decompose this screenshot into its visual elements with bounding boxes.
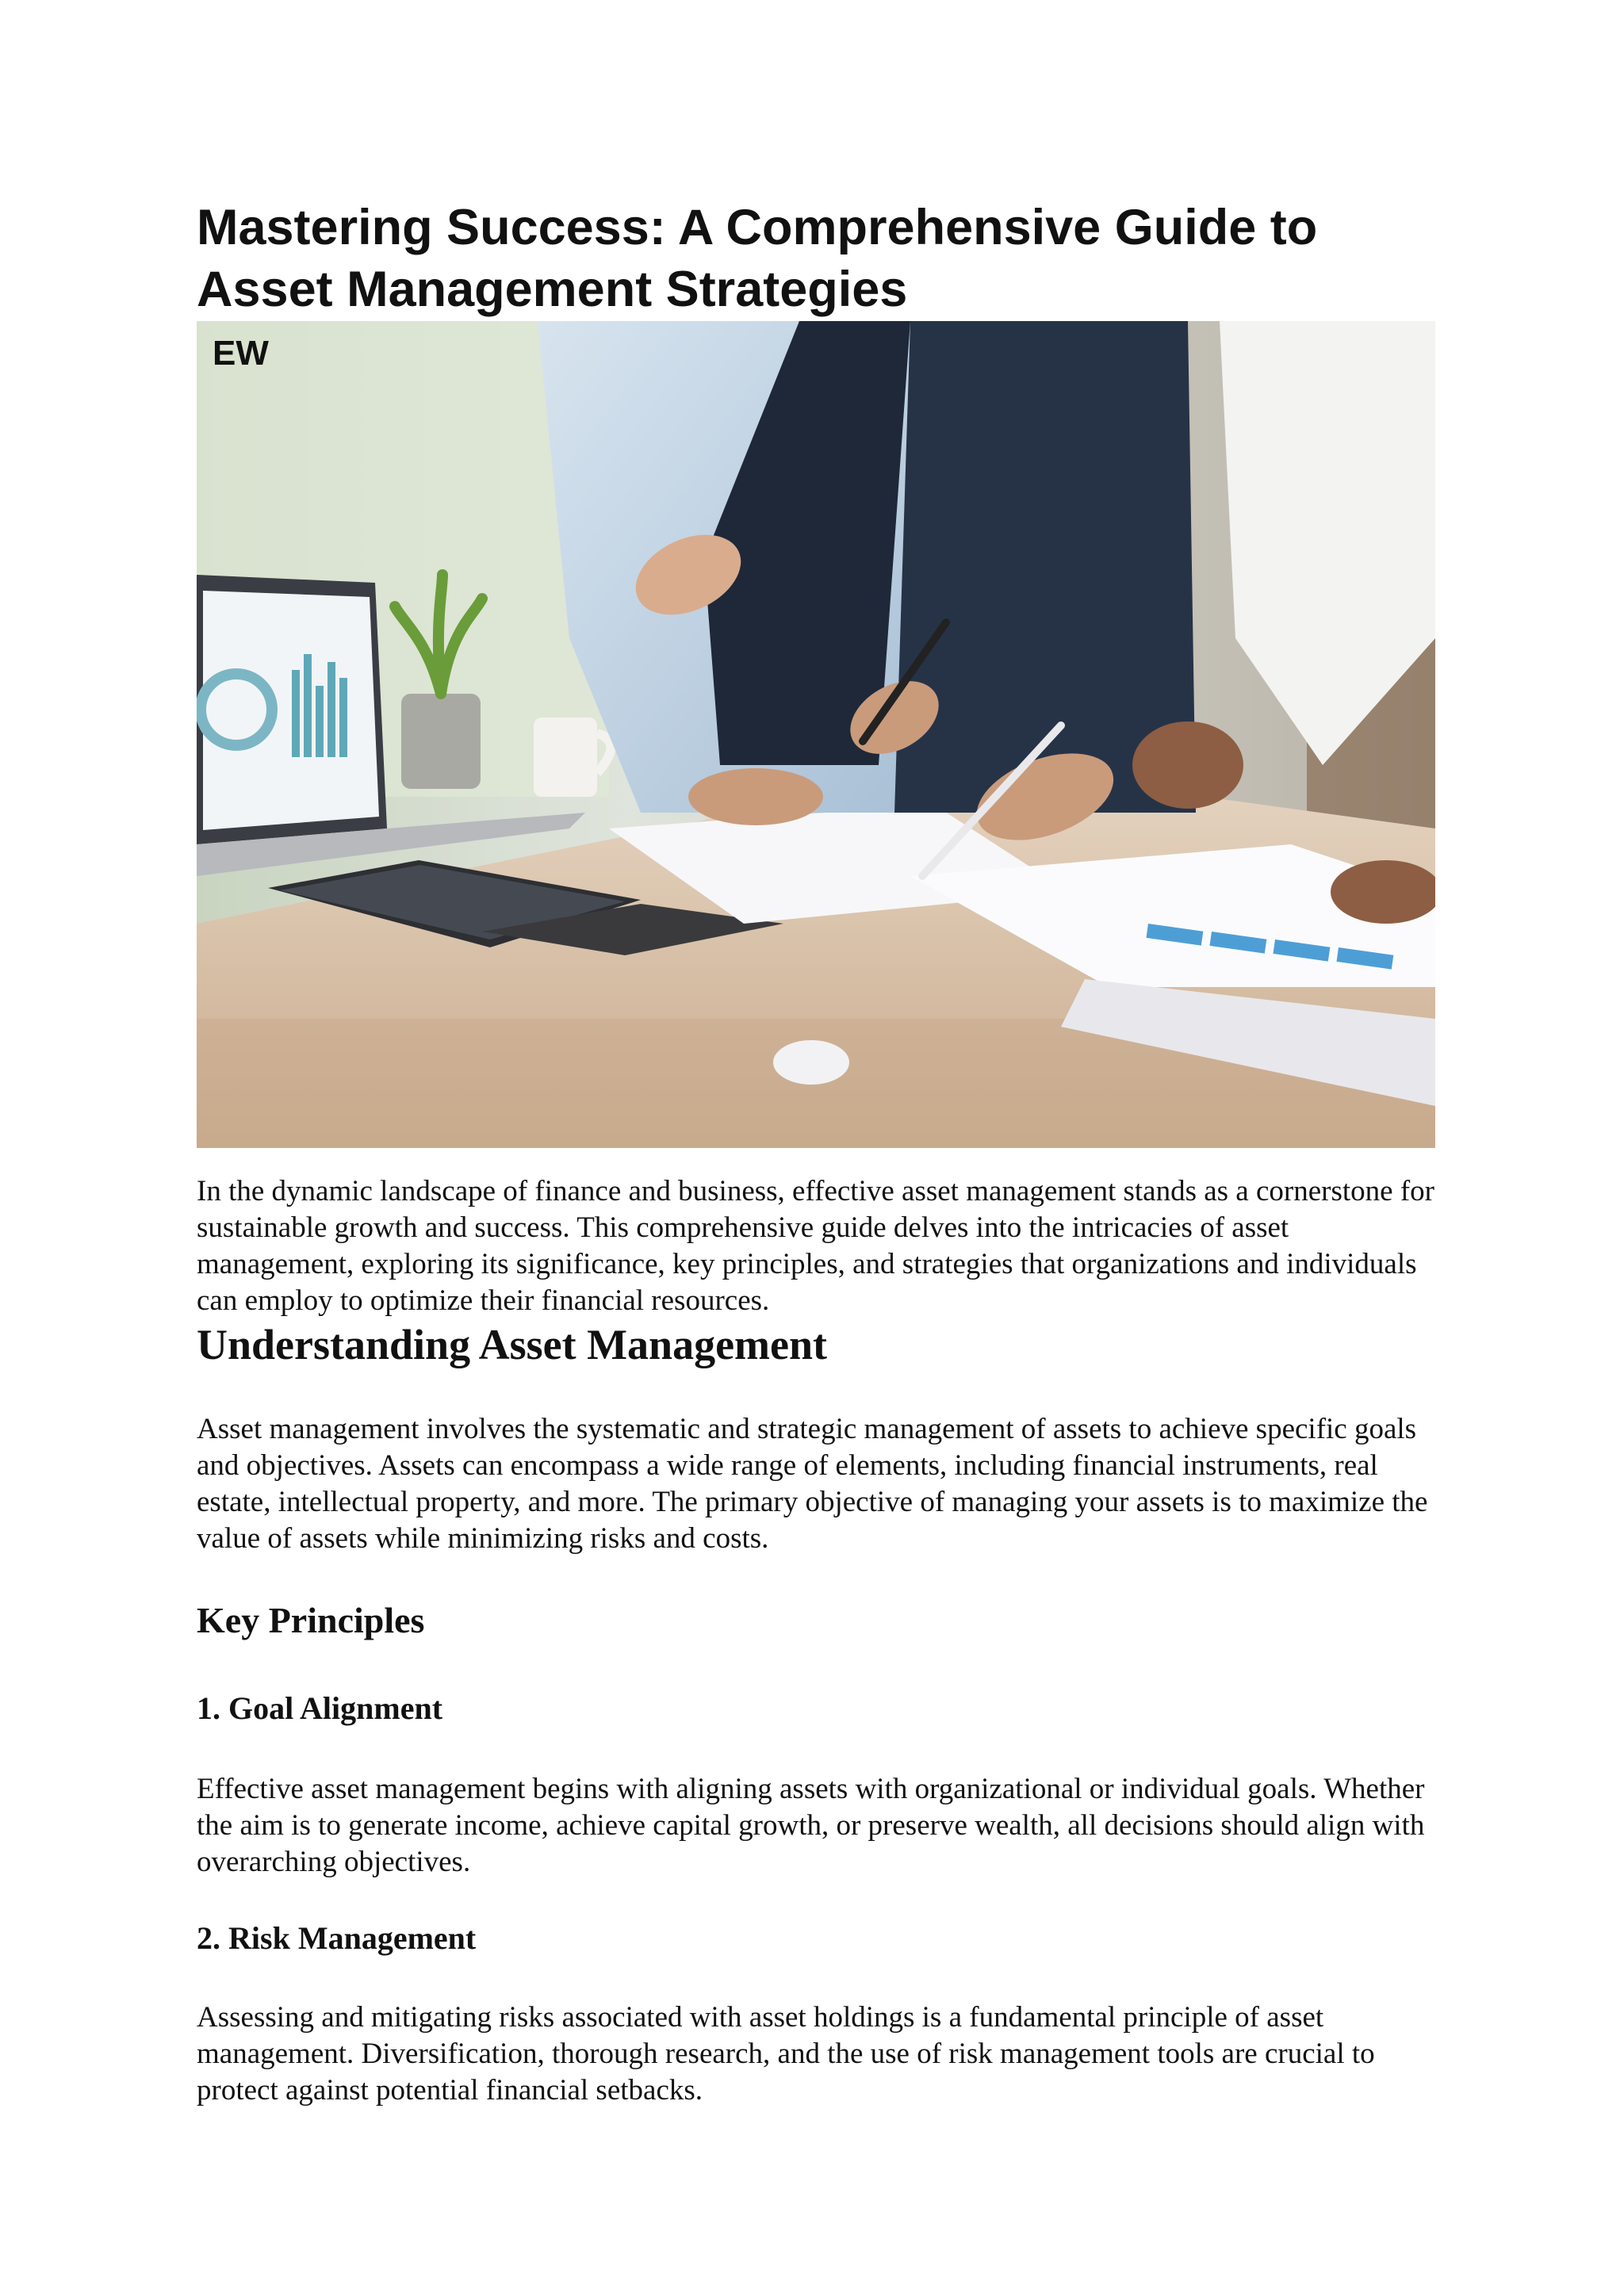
- paragraph-goal-alignment: Effective asset management begins with aligning assets with organizational or individual goals. Whether the aim is to generate income, achieve capital growth, or preserve wealth, all decisions should align with overarching objectives.: [197, 1773, 1425, 1878]
- page-title: Mastering Success: A Comprehensive Guide to Asset Management Strategies: [197, 200, 1318, 317]
- section-heading-key-principles: Key Principles: [197, 1600, 425, 1640]
- intro-paragraph: In the dynamic landscape of finance and business, effective asset management stands as a cornerstone for sustainable growth and success. This comprehensive guide delves into the intricacies of asset management, exploring its significance, key principles, and strategies that organizations and individuals can employ to optimize their financial resources.: [197, 1175, 1434, 1317]
- svg-text:EW: EW: [213, 334, 269, 373]
- section-heading-understanding: Understanding Asset Management: [197, 1321, 828, 1368]
- hero-image: [197, 321, 1435, 1148]
- principle-heading-goal-alignment: 1. Goal Alignment: [197, 1690, 443, 1726]
- paragraph-understanding: Asset management involves the systematic and strategic management of assets to achieve specific goals and objectives. Assets can encompass a wide range of elements, including financial instruments, real estate, intellectual property, and more. The primary objective of managing your assets is to maximize the value of assets while minimizing risks and costs.: [197, 1413, 1428, 1555]
- logo: [213, 334, 269, 373]
- principle-heading-risk-management: 2. Risk Management: [197, 1920, 477, 1956]
- paragraph-risk-management: Assessing and mitigating risks associated with asset holdings is a fundamental principle of asset management. Diversification, thorough research, and the use of risk management tools are crucial to protect against potential financial setbacks.: [197, 2001, 1375, 2107]
